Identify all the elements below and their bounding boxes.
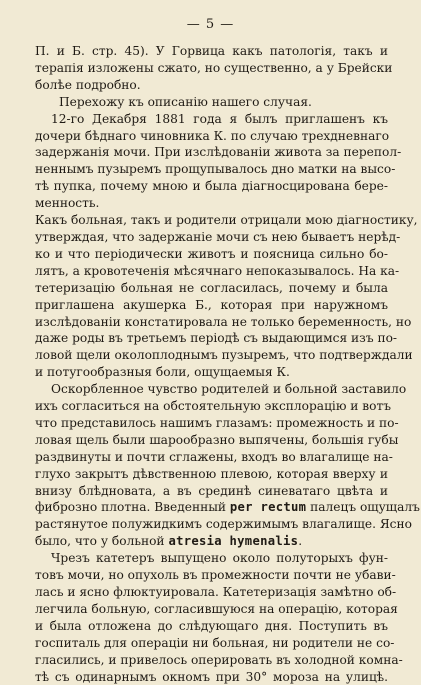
- text-line: ловой щели околоплоднымъ пузыремъ, что подтверждали: [35, 348, 413, 363]
- text-line: даже роды въ третьемъ періодѣ съ выдающимся изъ по-: [35, 331, 398, 346]
- text-line: ловая щель были шарообразно выпячены, большія губы: [35, 432, 399, 447]
- text-line: растянутое полужидкимъ содержимымъ влагалище. Ясно: [35, 517, 412, 532]
- text-line-atresia: было, что у больной atresia hymenalis.: [35, 534, 303, 549]
- text-line: лятъ, а кровотеченія мѣсячнаго непоказывалось. На ка-: [35, 263, 400, 278]
- text-line: ко и что періодически животъ и поясница сильно бо-: [35, 246, 388, 261]
- text-line: дочери бѣднаго чиновника К. по случаю трехдневнаго: [35, 128, 390, 143]
- text-line: терапія изложены сжато, но существенно, а у Брейски: [35, 60, 393, 75]
- text-line: изслѣдованіи констатировала не только беременность, но: [35, 314, 412, 329]
- text-line: и потугообразныя боли, ощущаемыя К.: [35, 365, 290, 380]
- text-line: П. и Б. стр. 45). У Горвица какъ патологія, такъ и: [35, 44, 388, 58]
- text-line: Перехожу къ описанію нашего случая.: [59, 94, 312, 109]
- latin-term: per rectum: [229, 500, 307, 515]
- text-line: глухо закрытъ дѣвственною плевою, которая вверху и: [35, 466, 388, 481]
- text-line: товъ мочи, но опухоль въ промежности почти не убави-: [35, 568, 396, 583]
- text-line: тетеризацію больная не согласилась, почему и была: [35, 280, 388, 295]
- text-line: ихъ согласиться на обстоятельную эксплорацію и вотъ: [35, 399, 391, 414]
- text-line: Какъ больная, такъ и родители отрицали мою діагностику,: [35, 213, 418, 228]
- text-line-per-rectum: фиброзно плотна. Введенный per rectum палецъ ощущалъ: [35, 500, 420, 515]
- text-line: что представилось нашимъ глазамъ: промежность и по-: [35, 415, 399, 430]
- body-text: [35, 43, 420, 685]
- text-line: легчила больную, согласившуюся на операцію, которая: [35, 601, 398, 616]
- text-line: тѣ пупка, почему мною и была діагносцирована бере-: [35, 179, 388, 194]
- page-number: — 5 —: [186, 17, 235, 32]
- text-line: внизу блѣдновата, а въ срединѣ синеватаго цвѣта и: [35, 483, 388, 498]
- text-line: и была отложена до слѣдующаго дня. Поступить въ: [35, 618, 388, 633]
- text-line: тѣ съ одинарнымъ окномъ при 30° мороза на улицѣ.: [35, 669, 388, 684]
- text-line: утверждая, что задержаніе мочи съ нею бываетъ нерѣд-: [35, 229, 401, 244]
- text-line: приглашена акушерка Б., которая при наружномъ: [35, 297, 388, 312]
- text-line: задержанія мочи. При изслѣдованіи живота за перепол-: [35, 145, 402, 160]
- text-line: Оскорбленное чувство родителей и больной заставило: [51, 382, 407, 397]
- text-line: госпиталь для операціи ни больная, ни родители не со-: [35, 635, 395, 650]
- text-line: болѣе подробно.: [35, 77, 141, 92]
- latin-term: atresia hymenalis: [168, 534, 299, 549]
- text-line: лась и ясно флюктуировала. Катетеризація замѣтно об-: [35, 585, 397, 599]
- text-line: Чрезъ катетеръ выпущено около полуторыхъ фун-: [51, 551, 388, 566]
- text-line: менность.: [35, 196, 100, 211]
- text-line: 12-го Декабря 1881 года я былъ приглашенъ къ: [51, 111, 388, 126]
- text-line: раздвинуты и почти сглажены, входъ во влагалище на-: [35, 449, 393, 464]
- text-line: неннымъ пузыремъ прощупывалось дно матки на высо-: [35, 162, 396, 177]
- text-line: гласились, и привелось оперировать въ холодной комна-: [35, 652, 403, 667]
